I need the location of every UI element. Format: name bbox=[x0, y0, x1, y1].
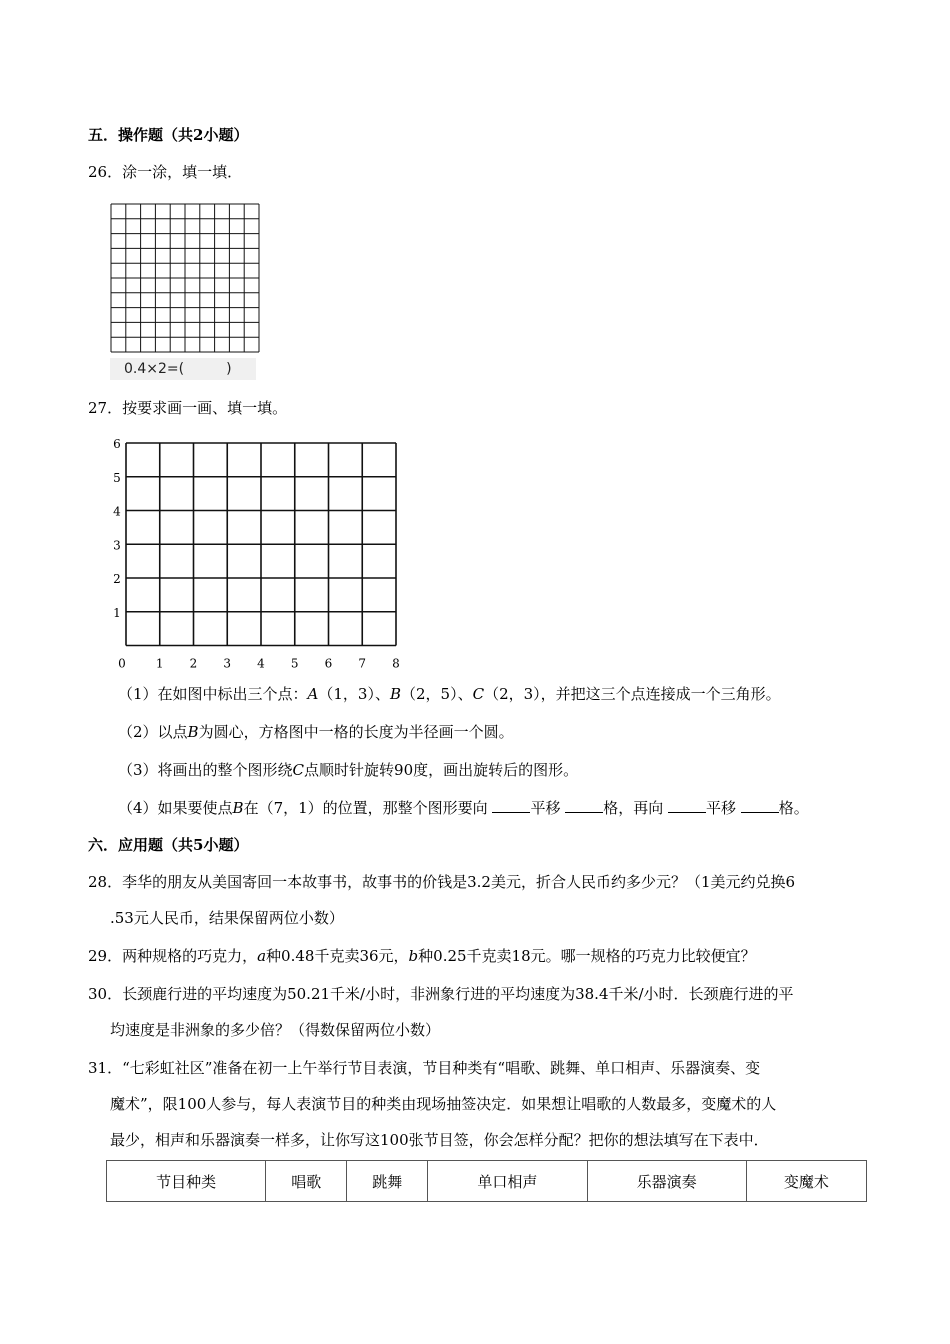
y-tick-label: 2 bbox=[113, 572, 121, 586]
table-header-cell: 跳舞 bbox=[347, 1161, 428, 1202]
table-header-cell: 节目种类 bbox=[107, 1161, 266, 1202]
question-28-line2: .53元人民币，结果保留两位小数） bbox=[110, 909, 344, 927]
section-title-application: 六．应用题（共5小题） bbox=[88, 836, 249, 854]
coordinate-grid bbox=[108, 436, 408, 668]
y-tick-label: 1 bbox=[113, 605, 121, 620]
question-30-line1: 30．长颈鹿行进的平均速度为50.21千米/小时，非洲象行进的平均速度为38.4千米/小时．长颈鹿行进的平 bbox=[88, 985, 794, 1003]
question-30-line2: 均速度是非洲象的多少倍？（得数保留两位小数） bbox=[110, 1021, 441, 1039]
hundred-grid bbox=[110, 203, 260, 353]
table-header-cell: 唱歌 bbox=[266, 1161, 347, 1202]
question-28-line1: 28．李华的朋友从美国寄回一本故事书，故事书的价钱是3.2美元，折合人民币约多少元？（1美元约兑换6 bbox=[88, 873, 796, 891]
x-tick-label: 8 bbox=[392, 656, 400, 668]
x-tick-label: 2 bbox=[189, 656, 198, 668]
q27-sub2: （2）以点B为圆心，方格图中一格的长度为半径画一个圆。 bbox=[118, 723, 514, 741]
blank-direction-1[interactable] bbox=[492, 798, 530, 813]
x-tick-label: 7 bbox=[358, 656, 367, 668]
program-table bbox=[106, 1160, 867, 1202]
table-row bbox=[107, 1161, 867, 1202]
formula-box: 0.4×2=( ) bbox=[110, 358, 256, 380]
y-tick-label: 6 bbox=[113, 437, 121, 451]
question-31-line1: 31．“七彩虹社区”准备在初一上午举行节目表演，节目种类有“唱歌、跳舞、单口相声、乐器演奏、变 bbox=[88, 1059, 761, 1077]
y-tick-label: 3 bbox=[113, 538, 121, 553]
x-tick-label: 3 bbox=[223, 656, 232, 668]
x-tick-label: 5 bbox=[290, 656, 299, 668]
question-27: 27．按要求画一画、填一填。 bbox=[88, 399, 288, 417]
q27-sub1: （1）在如图中标出三个点：A（1，3）、B（2，5）、C（2，3），并把这三个点连接成一个三角形。 bbox=[118, 685, 781, 703]
blank-steps-1[interactable] bbox=[565, 798, 603, 813]
x-tick-label: 6 bbox=[324, 656, 333, 668]
table-header-cell: 变魔术 bbox=[746, 1161, 866, 1202]
x-tick-label: 0 bbox=[118, 656, 126, 668]
section-title-operation: 五．操作题（共2小题） bbox=[88, 126, 249, 144]
x-tick-label: 4 bbox=[257, 656, 265, 668]
y-tick-label: 5 bbox=[113, 470, 121, 485]
blank-direction-2[interactable] bbox=[668, 798, 706, 813]
q27-sub4: （4）如果要使点B在（7，1）的位置，那整个图形要向 平移 格，再向 平移 格。 bbox=[118, 799, 809, 817]
y-tick-label: 4 bbox=[113, 504, 121, 519]
question-29: 29．两种规格的巧克力，a种0.48千克卖36元，b种0.25千克卖18元。哪一规格的巧克力比较便宜？ bbox=[88, 947, 756, 965]
q27-sub3: （3）将画出的整个图形绕C点顺时针旋转90度，画出旋转后的图形。 bbox=[118, 761, 579, 779]
question-26: 26．涂一涂，填一填． bbox=[88, 163, 243, 181]
blank-steps-2[interactable] bbox=[741, 798, 779, 813]
question-31-line3: 最少，相声和乐器演奏一样多，让你写这100张节目签，你会怎样分配？把你的想法填写在下表中． bbox=[110, 1131, 769, 1149]
table-header-cell: 单口相声 bbox=[428, 1161, 587, 1202]
table-header-cell: 乐器演奏 bbox=[587, 1161, 746, 1202]
question-31-line2: 魔术”，限100人参与，每人表演节目的种类由现场抽签决定．如果想让唱歌的人数最多，变魔术的人 bbox=[110, 1095, 777, 1113]
x-tick-label: 1 bbox=[155, 656, 164, 668]
